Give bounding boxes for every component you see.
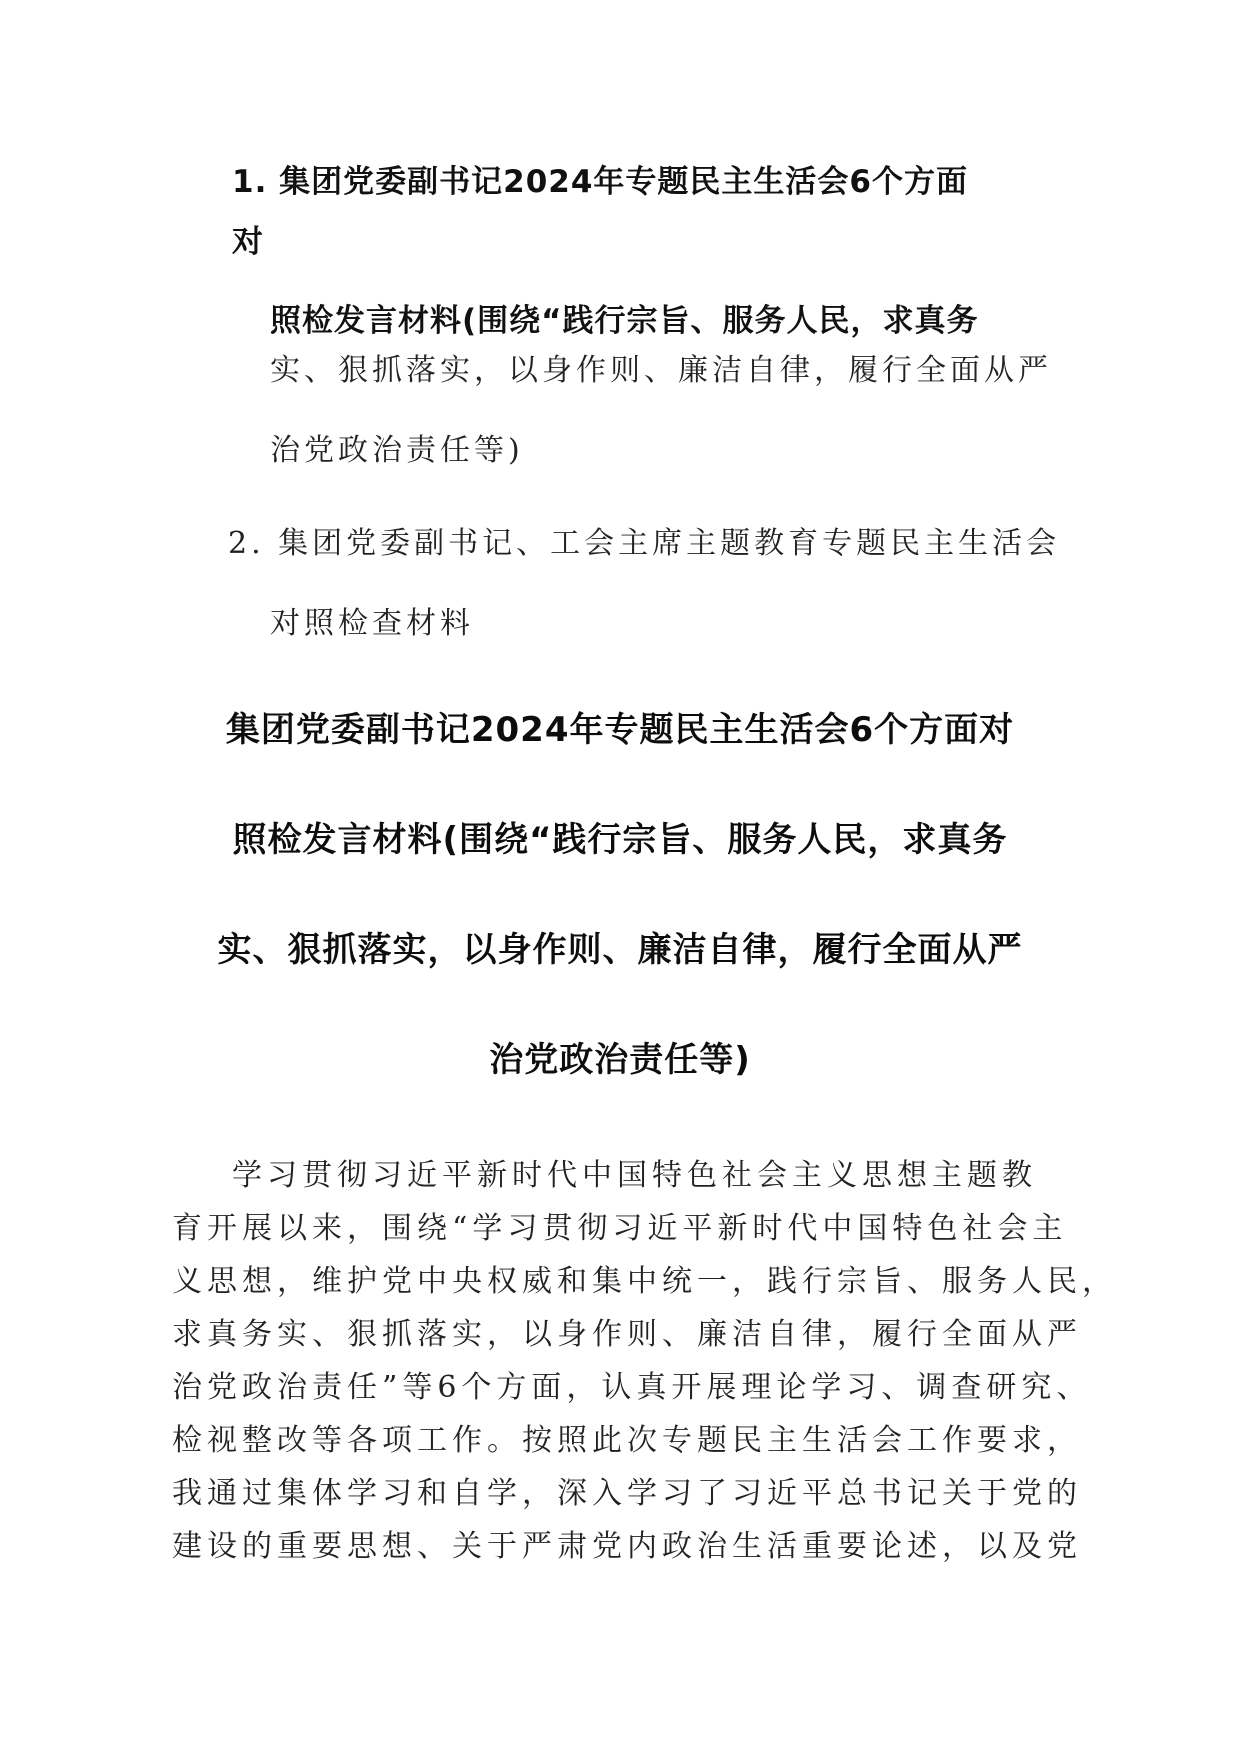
toc-item-1-line-1: 1. 集团党委副书记2024年专题民主生活会6个方面 [232,164,968,200]
document-title-line-4: 治党政治责任等) [489,1040,751,1080]
toc-item-2-line-2: 对照检查材料 [270,606,474,641]
body-line: 义思想，维护党中央权威和集中统一，践行宗旨、服务人民， [172,1264,1117,1299]
document-title-line-1: 集团党委副书记2024年专题民主生活会6个方面对 [225,710,1015,750]
toc-item-1-line-5: 治党政治责任等) [270,433,524,468]
toc-item-1-line-2: 对 [232,224,264,260]
body-line: 治党政治责任”等6个方面，认真开展理论学习、调查研究、 [172,1370,1092,1405]
body-line: 育开展以来，围绕“学习贯彻习近平新时代中国特色社会主 [172,1211,1068,1246]
document-title-line-3: 实、狠抓落实，以身作则、廉洁自律，履行全面从严 [217,930,1023,970]
toc-item-1-line-3: 照检发言材料(围绕“践行宗旨、服务人民，求真务 [270,303,979,339]
body-line: 检视整改等各项工作。按照此次专题民主生活会工作要求， [172,1423,1082,1458]
document-title-line-2: 照检发言材料(围绕“践行宗旨、服务人民，求真务 [232,820,1008,860]
body-line: 学习贯彻习近平新时代中国特色社会主义思想主题教 [232,1158,1037,1193]
toc-item-1-line-4: 实、狠抓落实，以身作则、廉洁自律，履行全面从严 [270,353,1052,388]
body-line: 建设的重要思想、关于严肃党内政治生活重要论述，以及党 [172,1529,1082,1564]
toc-item-2-line-1: 2. 集团党委副书记、工会主席主题教育专题民主生活会 [228,526,1061,561]
body-line: 求真务实、狠抓落实，以身作则、廉洁自律，履行全面从严 [172,1317,1082,1352]
body-line: 我通过集体学习和自学，深入学习了习近平总书记关于党的 [172,1476,1082,1511]
